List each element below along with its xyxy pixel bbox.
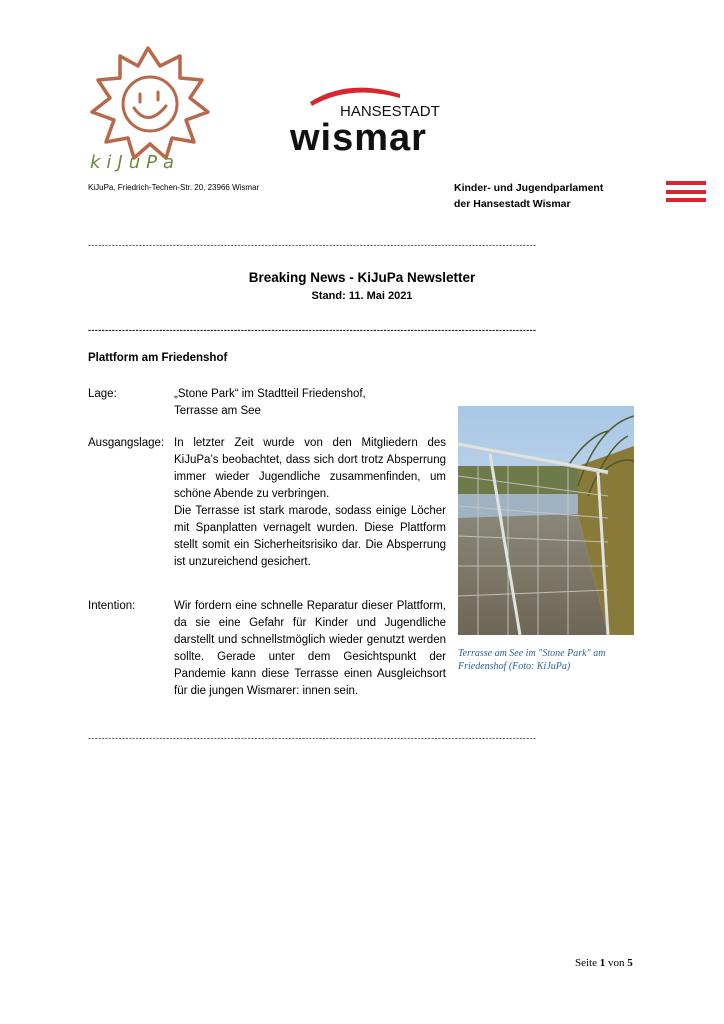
org-line-1: Kinder- und Jugendparlament [454,182,604,194]
photo-caption: Terrasse am See im "Stone Park" am Friedenshof (Foto: KiJuPa) [458,648,606,672]
page-total: 5 [627,957,633,969]
lage-label: Lage: [88,388,117,400]
ausgangslage-text [174,435,446,571]
organization-name [454,180,603,212]
svg-text:kiJuPa: kiJuPa [90,152,181,173]
page-subtitle: Stand: 11. Mai 2021 [311,290,413,302]
ausgangslage-label: Ausgangslage: [88,437,165,449]
intention-text [174,598,446,700]
wismar-stripes-icon [666,181,706,207]
page-prefix: Seite [575,957,597,969]
divider-middle: ------------------------------------------------------------------------------------------------------------------------------------ [88,325,537,335]
lage-line-2: Terrasse am See [174,405,261,417]
lage-text [174,386,446,420]
kijupa-logo [82,44,222,174]
page-sep: von [608,957,625,969]
ausgangslage-paragraph-1: In letzter Zeit wurde von den Mitgliedern des KiJuPa’s beobachtet, dass sich dort trotz Absperrung immer wieder Jugendliche zusammenfinden, um schöne Abende zu verbringen. [174,437,446,500]
divider-bottom: ------------------------------------------------------------------------------------------------------------------------------------ [88,733,537,743]
terrace-photo [458,406,634,635]
lage-line-1: „Stone Park“ im Stadtteil Friedenshof, [174,388,366,400]
page-current: 1 [599,957,606,969]
section-title: Plattform am Friedenshof [88,352,228,364]
divider-top: ------------------------------------------------------------------------------------------------------------------------------------ [88,240,537,250]
intention-label: Intention: [88,600,136,612]
intention-paragraph: Wir fordern eine schnelle Reparatur dieser Plattform, da sie eine Gefahr für Kinder und Jugendliche darstellt und schnellstmöglich wieder genutzt werden sollte. Gerade unter dem Gesichtspunkt der Pandemie kann diese Terrasse einen Ausgleichsort für die jungen Wismarer: innen sein. [174,600,446,697]
wismar-logo [288,82,452,156]
org-line-2: der Hansestadt Wismar [454,198,571,210]
page-number [575,957,633,969]
sender-address: KiJuPa, Friedrich-Techen-Str. 20, 23966 Wismar [88,183,260,192]
page-title: Breaking News - KiJuPa Newsletter [248,270,476,285]
wismar-logo-line2: wismar [290,117,427,156]
wismar-logo-line1: HANSESTADT [340,103,440,120]
ausgangslage-paragraph-2: Die Terrasse ist stark marode, sodass einige Löcher mit Spanplatten vernagelt wurden. Diese Plattform stellt somit ein Sicherheitsrisiko dar. Die Absperrung ist unzureichend gesichert. [174,505,446,568]
